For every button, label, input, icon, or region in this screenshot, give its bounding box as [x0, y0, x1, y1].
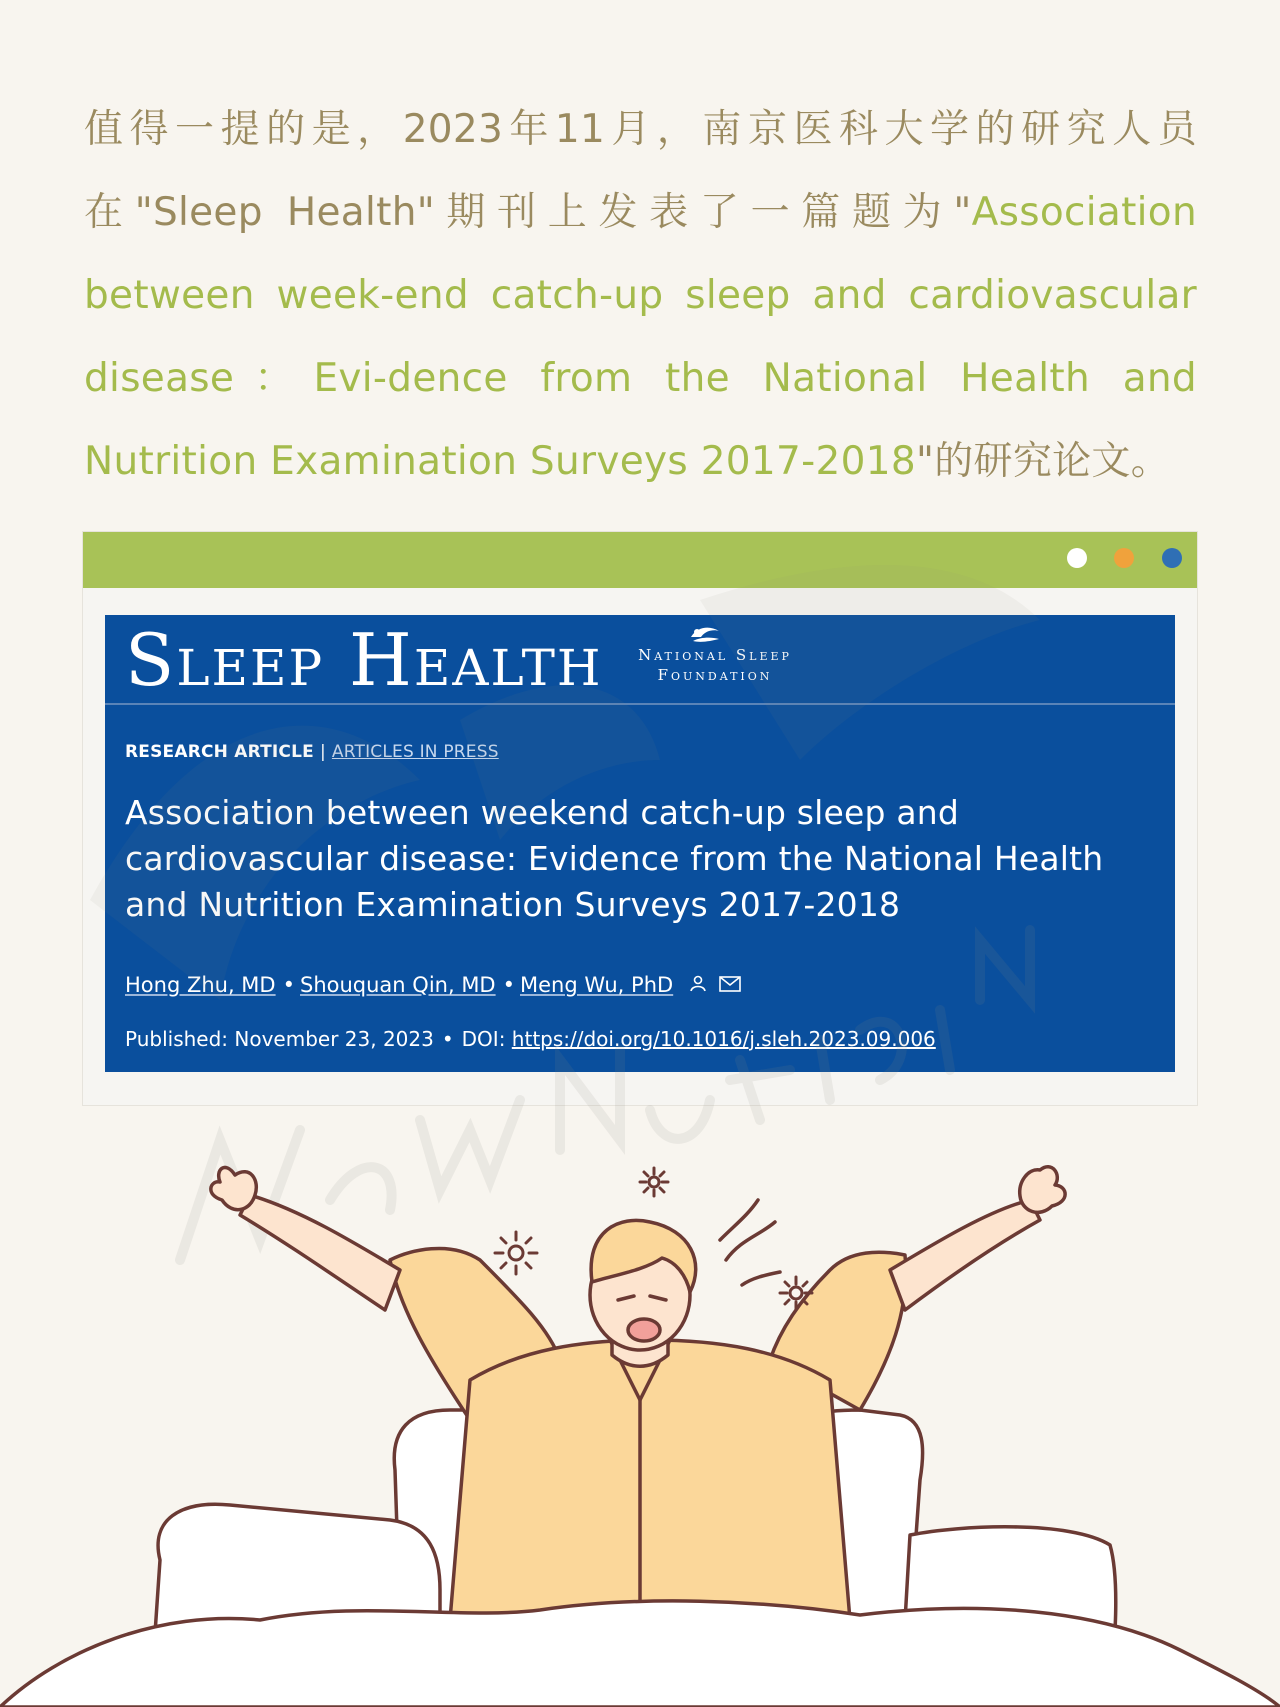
foundation-name	[615, 645, 815, 685]
mail-icon[interactable]	[719, 973, 741, 997]
window-dot-white	[1067, 548, 1087, 568]
author-bullet: •	[282, 973, 295, 997]
person-icon[interactable]	[689, 973, 707, 997]
author-bullet: •	[502, 973, 515, 997]
publication-info	[125, 1027, 936, 1051]
paper-title-highlight: Association between week-end catch-up sleep and cardiovascular disease：Evi-dence from the National Health and Nutrition Examination Surveys 2017-2018	[84, 190, 1197, 484]
articles-in-press-link[interactable]: ARTICLES IN PRESS	[331, 742, 499, 762]
window-dot-blue	[1162, 548, 1182, 568]
intro-text-after: "的研究论文。	[915, 439, 1171, 484]
pub-bullet: •	[441, 1027, 454, 1051]
foundation-line-1: National Sleep	[638, 646, 792, 664]
author-link[interactable]: Hong Zhu, MD	[125, 973, 276, 997]
browser-window-frame	[82, 531, 1198, 1106]
journal-article-card	[105, 615, 1175, 1072]
doi-link[interactable]: https://doi.org/10.1016/j.sleh.2023.09.006	[511, 1027, 936, 1051]
meta-separator: |	[319, 742, 326, 762]
intro-paragraph	[84, 88, 1197, 503]
published-date: Published: November 23, 2023	[125, 1027, 434, 1051]
journal-logo[interactable]: Sleep Health	[125, 618, 603, 702]
window-dot-orange	[1114, 548, 1134, 568]
author-link[interactable]: Meng Wu, PhD	[520, 973, 674, 997]
intro-text-before: 值得一提的是，2023年11月，南京医科大学的研究人员在"Sleep Health"期刊上发表了一篇题为"	[84, 107, 1197, 235]
window-title-bar	[83, 532, 1197, 588]
waking-person-illustration	[0, 1100, 1280, 1707]
author-list	[125, 973, 741, 997]
author-link[interactable]: Shouquan Qin, MD	[300, 973, 496, 997]
foundation-logo-icon	[687, 623, 723, 645]
foundation-line-2: Foundation	[657, 666, 773, 684]
article-meta	[125, 742, 499, 762]
doi-label: DOI:	[461, 1027, 506, 1051]
article-title: Association between weekend catch-up sleep and cardiovascular disease: Evidence from the National Health and Nutrition Examination Surveys 2017-2018	[125, 793, 1104, 924]
journal-header	[105, 615, 1175, 705]
article-type-label: RESEARCH ARTICLE	[125, 742, 314, 762]
